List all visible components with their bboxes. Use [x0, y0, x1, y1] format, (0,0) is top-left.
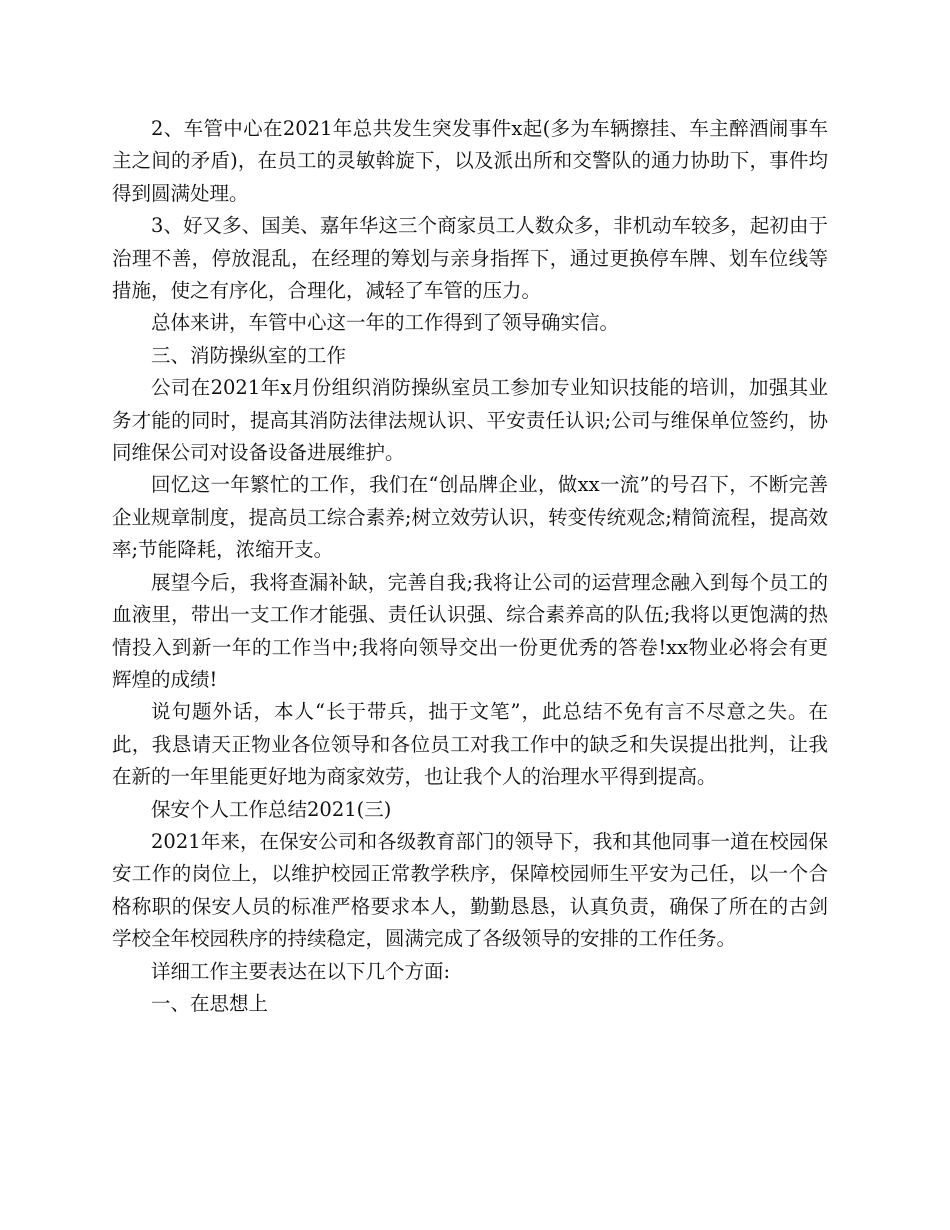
paragraph-aspects-intro: 详细工作主要表达在以下几个方面: [151, 959, 451, 983]
document-body [112, 113, 828, 1020]
paragraph-summary: 总体来讲，车管中心这一年的工作得到了领导确实信。 [151, 311, 620, 335]
paragraph-closing-remark: 说句题外话，本人“长于带兵，拙于文笔”，此总结不免有言不尽意之失。在此，我恳请天正物业各位领导和各位员工对我工作中的缺乏和失误提出批判，让我在新的一年里能更好地为商家效劳，也让我个人的治理水平得到提高。 [112, 700, 828, 789]
paragraph-security-intro: 2021年来，在保安公司和各级教育部门的领导下，我和其他同事一道在校园保安工作的岗位上，以维护校园正常教学秩序，保障校园师生平安为己任，以一个合格称职的保安人员的标准严格要求本人，勤勤恳恳，认真负责，确保了所在的古剑学校全年校园秩序的持续稳定，圆满完成了各级领导的安排的工作任务。 [112, 829, 828, 951]
document-subtitle: 保安个人工作总结2021(三) [151, 797, 392, 821]
section-heading-ideology: 一、在思想上 [151, 991, 269, 1015]
paragraph-parking-order: 3、好又多、国美、嘉年华这三个商家员工人数众多，非机动车较多，起初由于治理不善，停放混乱，在经理的筹划与亲身指挥下，通过更换停车牌、划车位线等措施，使之有序化，合理化，减轻了车管的压力。 [112, 214, 828, 303]
paragraph-year-review: 回忆这一年繁忙的工作，我们在“创品牌企业，做xx一流”的号召下，不断完善企业规章制度，提高员工综合素养;树立效劳认识，转变传统观念;精简流程，提高效率;节能降耗，浓缩开支。 [112, 473, 828, 562]
paragraph-fire-training: 公司在2021年x月份组织消防操纵室员工参加专业知识技能的培训，加强其业务才能的同时，提高其消防法律法规认识、平安责任认识;公司与维保单位签约，协同维保公司对设备设备进展维护。 [112, 376, 828, 465]
paragraph-outlook: 展望今后，我将查漏补缺，完善自我;我将让公司的运营理念融入到每个员工的血液里，带出一支工作才能强、责任认识强、综合素养高的队伍;我将以更饱满的热情投入到新一年的工作当中;我将向领导交出一份更优秀的答卷!xx物业必将会有更辉煌的成绩! [112, 570, 828, 691]
section-heading-fire-control: 三、消防操纵室的工作 [151, 343, 347, 367]
paragraph-incident-handling: 2、车管中心在2021年总共发生突发事件x起(多为车辆擦挂、车主醉酒闹事车主之间的矛盾)，在员工的灵敏斡旋下，以及派出所和交警队的通力协助下，事件均得到圆满处理。 [112, 117, 828, 205]
